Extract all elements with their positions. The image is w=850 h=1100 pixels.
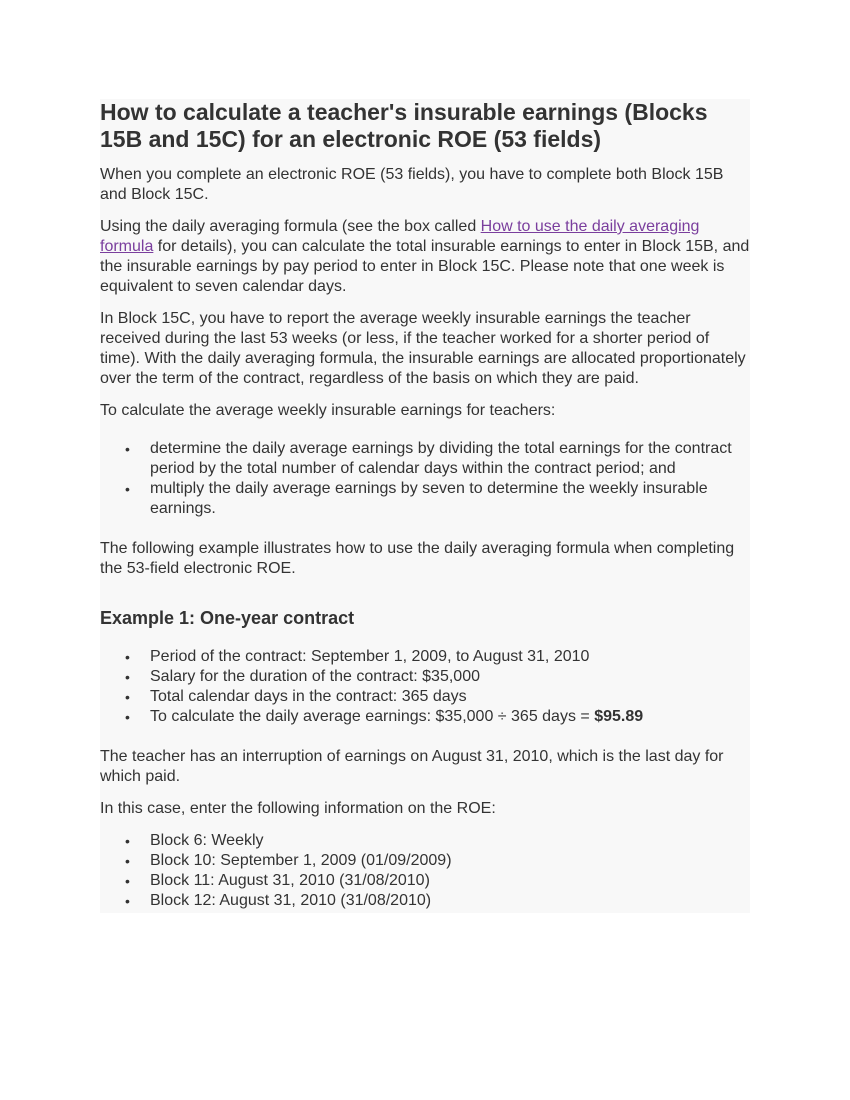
- bullet-icon: •: [125, 709, 130, 725]
- list-item: • Block 11: August 31, 2010 (31/08/2010): [125, 872, 430, 889]
- formula-paragraph: [100, 217, 750, 297]
- roe-intro: In this case, enter the following information on the ROE:: [100, 800, 496, 817]
- bullet-icon: •: [125, 481, 130, 497]
- example-details-list: [100, 647, 750, 727]
- calculation-steps-list: [100, 439, 750, 519]
- bullet-icon: •: [125, 689, 130, 705]
- list-item: • Total calendar days in the contract: 365 days: [125, 688, 467, 705]
- formula-text-before: Using the daily averaging formula (see the box called: [100, 218, 481, 235]
- calculation-intro: To calculate the average weekly insurable earnings for teachers:: [100, 402, 556, 419]
- article-content: [100, 99, 750, 913]
- bullet-icon: •: [125, 853, 130, 869]
- intro-paragraph: When you complete an electronic ROE (53 fields), you have to complete both Block 15B and Block 15C.: [100, 166, 724, 203]
- roe-blocks-list: [100, 831, 750, 911]
- list-item: • Period of the contract: September 1, 2009, to August 31, 2010: [125, 648, 590, 665]
- block-15c-paragraph: In Block 15C, you have to report the average weekly insurable earnings the teacher received during the last 53 weeks (or less, if the teacher worked for a shorter period of time). With the daily averaging formula, the insurable earnings are allocated proportionately over the term of the contract, regardless of the basis on which they are paid.: [100, 310, 746, 387]
- interruption-paragraph: The teacher has an interruption of earnings on August 31, 2010, which is the last day for which paid.: [100, 748, 724, 785]
- page-title: How to calculate a teacher's insurable earnings (Blocks 15B and 15C) for an electronic ROE (53 fields): [100, 99, 708, 152]
- bullet-icon: •: [125, 873, 130, 889]
- daily-averaging-formula-link[interactable]: How to use the daily averaging formula: [100, 218, 700, 255]
- list-item: • Block 10: September 1, 2009 (01/09/2009): [125, 852, 452, 869]
- bullet-icon: •: [125, 833, 130, 849]
- list-item: • Block 12: August 31, 2010 (31/08/2010): [125, 892, 432, 909]
- example-heading: Example 1: One-year contract: [100, 608, 355, 628]
- example-intro: The following example illustrates how to use the daily averaging formula when completing the 53-field electronic ROE.: [100, 540, 735, 577]
- list-item: • Salary for the duration of the contract: $35,000: [125, 668, 480, 685]
- bullet-icon: •: [125, 893, 130, 909]
- daily-average-result: $95.89: [594, 708, 644, 725]
- formula-text-after: for details), you can calculate the total insurable earnings to enter in Block 15B, and the insurable earnings by pay period to enter in Block 15C. Please note that one week is equivalent to seven calendar days.: [100, 238, 750, 295]
- bullet-icon: •: [125, 669, 130, 685]
- bullet-icon: •: [125, 441, 130, 457]
- list-item: • To calculate the daily average earnings: $35,000 ÷ 365 days = $95.89: [125, 708, 644, 725]
- bullet-icon: •: [125, 649, 130, 665]
- list-item: • Block 6: Weekly: [125, 832, 264, 849]
- list-item: • multiply the daily average earnings by seven to determine the weekly insurable earnings.: [125, 480, 708, 517]
- list-item: • determine the daily average earnings by dividing the total earnings for the contract period by the total number of calendar days within the contract period; and: [125, 440, 732, 477]
